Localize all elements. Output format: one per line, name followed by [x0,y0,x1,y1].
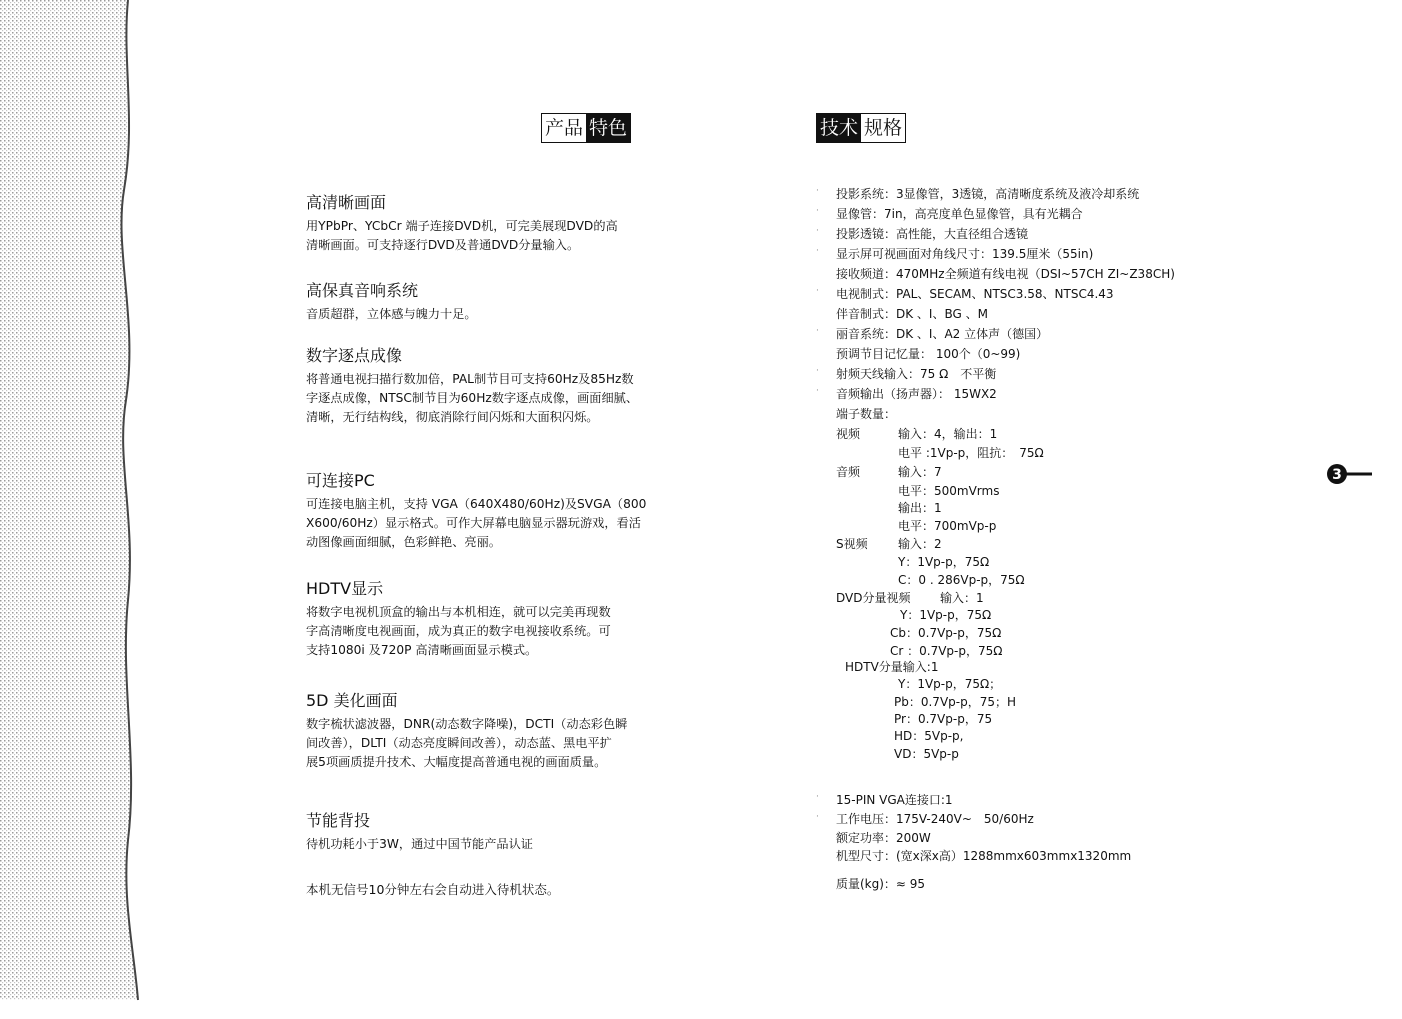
feature-body-line: 清晰画面。可支持逐行DVD及普通DVD分量输入。 [306,238,580,252]
feature-body-line: 字高清晰度电视画面，成为真正的数字电视接收系统。可 [306,624,611,638]
specs-title-a: 技术 [817,114,861,142]
hdtv-line: Y：1Vp-p，75Ω； [898,677,1002,691]
feature-item [306,190,686,255]
specs-title-b: 规格 [864,117,903,139]
dvd-line: Y：1Vp-p，75Ω [900,608,992,622]
spec-line: 预调节目记忆量： 100个（0~99) [836,347,1021,361]
feature-heading: 可连接PC [306,471,375,490]
svideo-line: Y：1Vp-p，75Ω [898,555,990,569]
audio-line: 电平：500mVrms [898,484,1000,498]
feature-body-line: 间改善），DLTI（动态亮度瞬间改善），动态蓝、黑电平扩 [306,736,612,750]
feature-item [306,343,686,427]
video-line: 电平 :1Vp-p，阻抗： 75Ω [898,446,1044,460]
bullet-mark: · [816,326,819,336]
feature-body-line: 音质超群，立体感与魄力十足。 [306,307,477,321]
spec-line: 显像管：7in，高亮度单色显像管，具有光耦合 [836,207,1083,221]
feature-body-line: 将普通电视扫描行数加倍，PAL制节目可支持60Hz及85Hz数 [306,372,634,386]
hdtv-line: Pr：0.7Vp-p，75 [894,712,993,726]
feature-body-line: 将数字电视机顶盒的输出与本机相连，就可以完美再现数 [306,605,611,619]
page-number [1326,463,1374,489]
feature-heading: 节能背投 [306,811,371,830]
spec-line: 接收频道：470MHz全频道有线电视（DSI~57CH ZI~Z38CH) [836,267,1175,281]
feature-body-line: 用YPbPr、YCbCr 端子连接DVD机，可完美展现DVD的高 [306,219,618,233]
video-line: 输入：4，输出：1 [898,427,998,441]
bullet-mark: · [816,286,819,296]
audio-label: 音频 [836,465,861,479]
spec-bottom-line: 15-PIN VGA连接口:1 [836,793,953,807]
spec-line: 端子数量： [836,407,897,421]
feature-body-line: 待机功耗小于3W，通过中国节能产品认证 [306,837,533,851]
feature-body-line: X600/60Hz）显示格式。可作大屏幕电脑显示器玩游戏，看活 [306,516,641,530]
svideo-label: S视频 [836,537,868,551]
hdtv-line: HD：5Vp-p, [894,729,964,743]
feature-heading: 高清晰画面 [306,193,387,212]
audio-line: 输入：7 [898,465,942,479]
feature-item [306,468,686,552]
spec-line: 显示屏可视画面对角线尺寸：139.5厘米（55in) [836,247,1094,261]
feature-body-line: 支持1080i 及720P 高清晰画面显示模式。 [306,643,538,657]
spec-line: 投影透镜：高性能，大直径组合透镜 [836,227,1029,241]
video-label: 视频 [836,427,861,441]
feature-body-line: 展5项画质提升技术、大幅度提高普通电视的画面质量。 [306,755,607,769]
svideo-line: C：0 . 286Vp-p，75Ω [898,573,1025,587]
features-title-b: 特色 [586,114,630,142]
feature-body-line: 可连接电脑主机，支持 VGA（640X480/60Hz)及SVGA（800 [306,497,647,511]
audio-line: 电平：700mVp-p [898,519,997,533]
spec-line: 电视制式：PAL、SECAM、NTSC3.58、NTSC4.43 [836,287,1114,301]
spec-bottom-line: 机型尺寸：(宽x深x高）1288mmx603mmx1320mm [836,849,1132,863]
feature-heading: 5D 美化画面 [306,691,398,710]
bullet-mark: · [816,226,819,236]
hdtv-label: HDTV分量输入:1 [845,660,939,674]
bullet-mark: · [816,366,819,376]
feature-heading: 高保真音响系统 [306,281,419,300]
feature-heading: HDTV显示 [306,579,384,598]
dvd-line: Cb：0.7Vp-p，75Ω [890,626,1002,640]
spec-line: 音频输出（扬声器）： 15WX2 [836,387,997,401]
spec-line: 投影系统：3显像管，3透镜，高清晰度系统及液冷却系统 [836,187,1140,201]
torn-paper-edge [0,0,150,1019]
bullet-mark: · [816,812,819,822]
feature-item [306,576,686,660]
bullet-mark: · [816,246,819,256]
feature-body-line: 动图像画面细腻，色彩鲜艳、亮丽。 [306,535,501,549]
feature-body-line: 数字梳状滤波器，DNR(动态数字降噪)，DCTI（动态彩色瞬 [306,717,628,731]
page-number-text: 3 [1332,467,1342,483]
svideo-line: 输入：2 [898,537,942,551]
features-title-a: 产品 [545,117,584,139]
bullet-mark: · [816,792,819,802]
spec-line: 射频天线输入：75 Ω 不平衡 [836,367,997,381]
spec-bottom-line: 工作电压：175V-240V~ 50/60Hz [836,812,1034,826]
bullet-mark: · [816,186,819,196]
feature-heading: 数字逐点成像 [306,346,403,365]
weight-line: 质量(kg)：≈ 95 [836,877,926,891]
dvd-input: 输入：1 [940,591,984,605]
feature-item [306,278,686,324]
bullet-mark: · [816,206,819,216]
spec-bottom-line: 额定功率：200W [836,831,931,845]
bullet-mark: · [816,386,819,396]
audio-line: 输出：1 [898,501,942,515]
feature-item [306,808,686,854]
spec-line: 丽音系统：DK 、I、A2 立体声（德国） [836,327,1049,341]
hdtv-line: Pb：0.7Vp-p，75；H [894,695,1017,709]
feature-body-line: 清晰，无行结构线，彻底消除行间闪烁和大面积闪烁。 [306,410,599,424]
features-title [541,113,631,143]
hdtv-line: VD：5Vp-p [894,747,959,761]
spec-line: 伴音制式：DK 、I、BG 、M [836,307,988,321]
feature-item [306,688,686,772]
feature-body-line: 字逐点成像，NTSC制节目为60Hz数字逐点成像，画面细腻、 [306,391,639,405]
standby-note: 本机无信号10分钟左右会自动进入待机状态。 [306,882,560,897]
dvd-label: DVD分量视频 [836,591,911,605]
dvd-line: Cr ：0.7Vp-p，75Ω [890,644,1003,658]
specs-title [816,113,906,143]
